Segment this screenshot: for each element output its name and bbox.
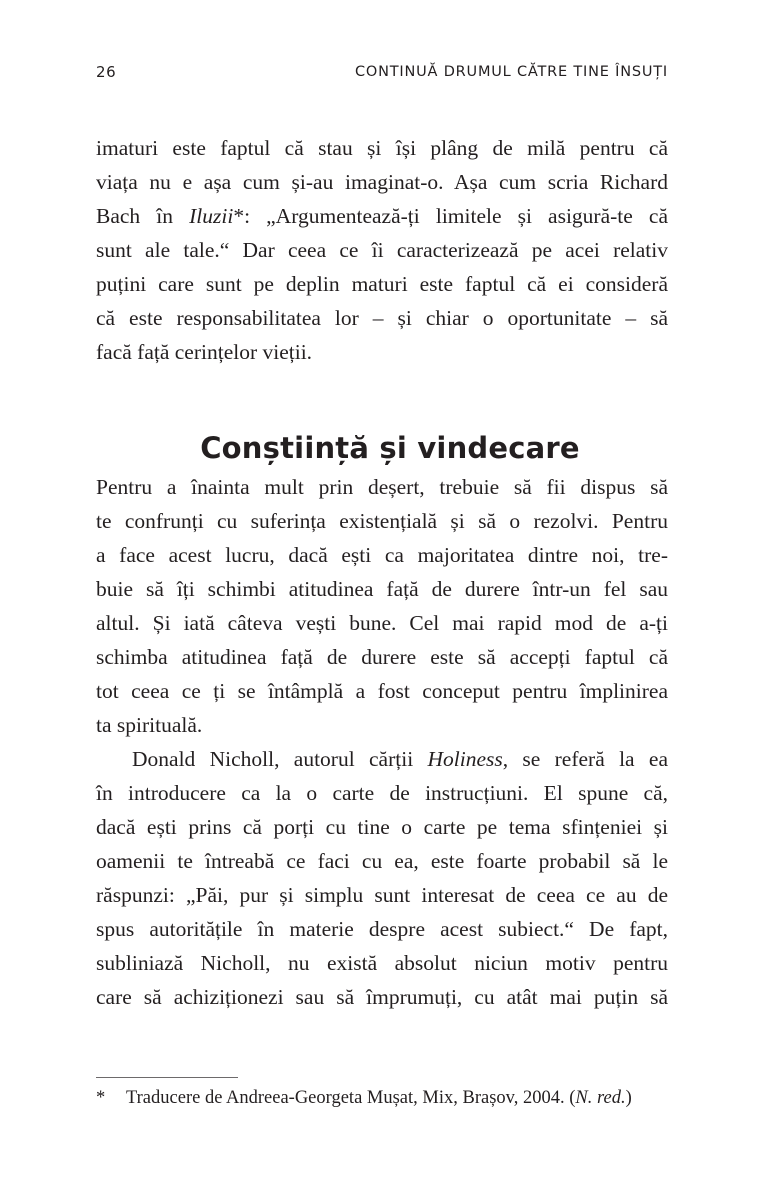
text-line [96, 742, 668, 776]
text-fragment: , se referă la ea [502, 747, 668, 771]
paragraph-3 [96, 742, 668, 1014]
text-fragment: Bach în [96, 204, 190, 228]
text-line [96, 199, 668, 233]
running-header [96, 60, 668, 84]
text-line: a face acest lucru, dacă ești ca majoritatea dintre noi, tre- [96, 543, 668, 567]
body-section [96, 470, 668, 1014]
page-number: 26 [96, 63, 117, 81]
text-line: ta spirituală. [96, 713, 203, 737]
text-fragment: *: „Argumentează-ți limitele și asigură-te că [233, 204, 668, 228]
text-fragment: Traducere de Andreea-Georgeta Mușat, Mix, Brașov, 2004. ( [126, 1088, 576, 1108]
text-line: că este responsabilitatea lor – și chiar o oportunitate – să [96, 306, 668, 330]
text-fragment: Donald Nicholl, autorul cărții [132, 747, 428, 771]
text-line: imaturi este faptul că stau și își plâng de milă pentru că [96, 136, 668, 160]
text-line: tot ceea ce ți se întâmplă a fost conceput pentru împlinirea [96, 679, 668, 703]
running-title: CONTINUĂ DRUMUL CĂTRE TINE ÎNSUȚI [354, 64, 668, 80]
text-line: subliniază Nicholl, nu există absolut niciun motiv pentru [96, 951, 668, 975]
section-heading: Conștiință și vindecare [200, 431, 580, 466]
text-fragment: ) [625, 1088, 632, 1108]
footnote-marker: * [96, 1088, 106, 1108]
text-line: dacă ești prins că porți cu tine o carte pe tema sfințeniei și [96, 815, 668, 839]
book-title-iluzii: Iluzii [189, 204, 234, 228]
text-line: care să achiziționezi sau să împrumuți, cu atât mai puțin să [96, 985, 668, 1009]
paragraph-1 [96, 131, 668, 369]
text-line: te confrunți cu suferința existențială și să o rezolvi. Pentru [96, 509, 668, 533]
text-line: spus autoritățile în materie despre acest subiect.“ De fapt, [96, 917, 668, 941]
text-line: buie să îți schimbi atitudinea față de durere într-un fel sau [96, 577, 668, 601]
text-line: Pentru a înainta mult prin deșert, trebuie să fii dispus să [96, 475, 668, 499]
editor-note: N. red. [575, 1088, 626, 1108]
text-line: puțini care sunt pe deplin maturi este faptul că ei consideră [96, 272, 668, 296]
paragraph-2 [96, 470, 668, 742]
footnote-text [126, 1084, 632, 1112]
footnote [96, 1084, 686, 1112]
text-line: în introducere ca la o carte de instrucțiuni. El spune că, [96, 781, 668, 805]
text-line: schimba atitudinea față de durere este să accepți faptul că [96, 645, 668, 669]
text-line: viața nu e așa cum și-au imaginat-o. Așa cum scria Richard [96, 170, 668, 194]
text-line: altul. Și iată câteva vești bune. Cel mai rapid mod de a-ți [96, 611, 668, 635]
footnote-divider [96, 1077, 238, 1078]
text-line: oamenii te întreabă ce faci cu ea, este foarte probabil să le [96, 849, 668, 873]
text-line: sunt ale tale.“ Dar ceea ce îi caracterizează pe acei relativ [96, 238, 668, 262]
text-line: răspunzi: „Păi, pur și simplu sunt interesat de ceea ce au de [96, 883, 668, 907]
book-title-holiness: Holiness [427, 747, 503, 771]
text-line: facă față cerințelor vieții. [96, 340, 313, 364]
